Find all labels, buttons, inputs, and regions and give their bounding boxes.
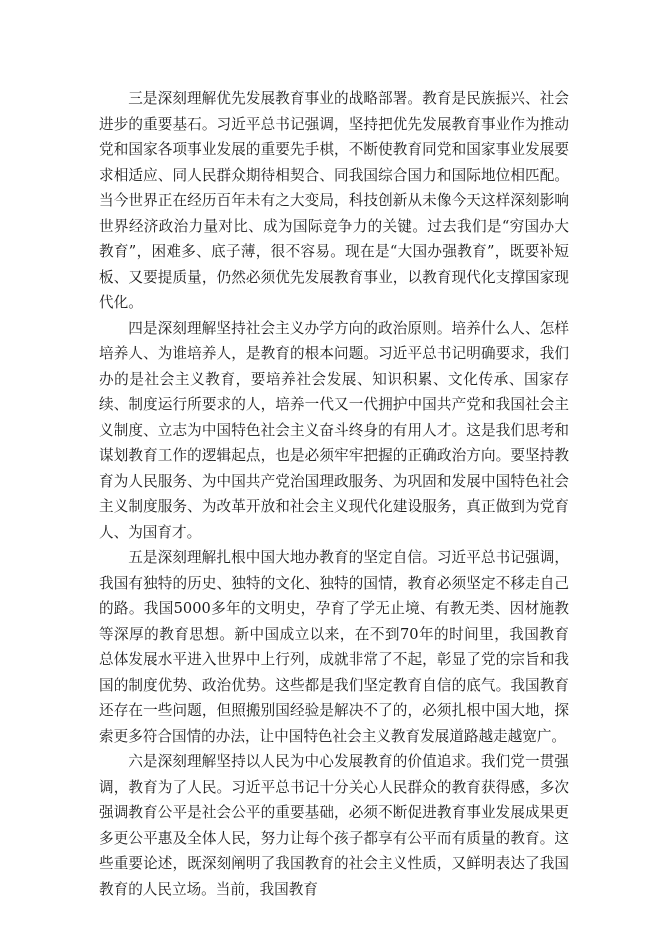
document-body xyxy=(99,86,569,902)
paragraph-five: 五是深刻理解扎根中国大地办教育的坚定自信。习近平总书记强调，我国有独特的历史、独特的文化、独特的国情，教育必须坚定不移走自己的路。我国5000多年的文明史，孕育了学无止境、有教无类、因材施教等深厚的教育思想。新中国成立以来，在不到70年的时间里，我国教育总体发展水平进入世界中上行列，成就非常了不起，彰显了党的宗旨和我国的制度优势、政治优势。这些都是我们坚定教育自信的底气。我国教育还存在一些问题，但照搬别国经验是解决不了的，必须扎根中国大地，探索更多符合国情的办法，让中国特色社会主义教育发展道路越走越宽广。 xyxy=(99,549,569,745)
paragraph-three: 三是深刻理解优先发展教育事业的战略部署。教育是民族振兴、社会进步的重要基石。习近平总书记强调，坚持把优先发展教育事业作为推动党和国家各项事业发展的重要先手棋，不断使教育同党和国家事业发展要求相适应、同人民群众期待相契合、同我国综合国力和国际地位相匹配。当今世界正在经历百年未有之大变局，科技创新从未像今天这样深刻影响世界经济政治力量对比、成为国际竞争力的关键。过去我们是“穷国办大教育”，困难多、底子薄，很不容易。现在是“大国办强教育”，既要补短板、又要提质量，仍然必须优先发展教育事业，以教育现代化支撑国家现代化。 xyxy=(99,90,569,311)
paragraph-four: 四是深刻理解坚持社会主义办学方向的政治原则。培养什么人、怎样培养人、为谁培养人，是教育的根本问题。习近平总书记明确要求，我们办的是社会主义教育，要培养社会发展、知识积累、文化传承、国家存续、制度运行所要求的人，培养一代又一代拥护中国共产党和我国社会主义制度、立志为中国特色社会主义奋斗终身的有用人才。这是我们思考和谋划教育工作的逻辑起点，也是必须牢牢把握的正确政治方向。要坚持教育为人民服务、为中国共产党治国理政服务、为巩固和发展中国特色社会主义制度服务、为改革开放和社会主义现代化建设服务，真正做到为党育人、为国育才。 xyxy=(99,319,569,541)
paragraph-six: 六是深刻理解坚持以人民为中心发展教育的价值追求。我们党一贯强调，教育为了人民。习近平总书记十分关心人民群众的教育获得感，多次强调教育公平是社会公平的重要基础，必须不断促进教育事业发展成果更多更公平惠及全体人民，努力让每个孩子都享有公平而有质量的教育。这些重要论述，既深刻阐明了我国教育的社会主义性质，又鲜明表达了我国教育的人民立场。当前，我国教育 xyxy=(99,753,569,898)
